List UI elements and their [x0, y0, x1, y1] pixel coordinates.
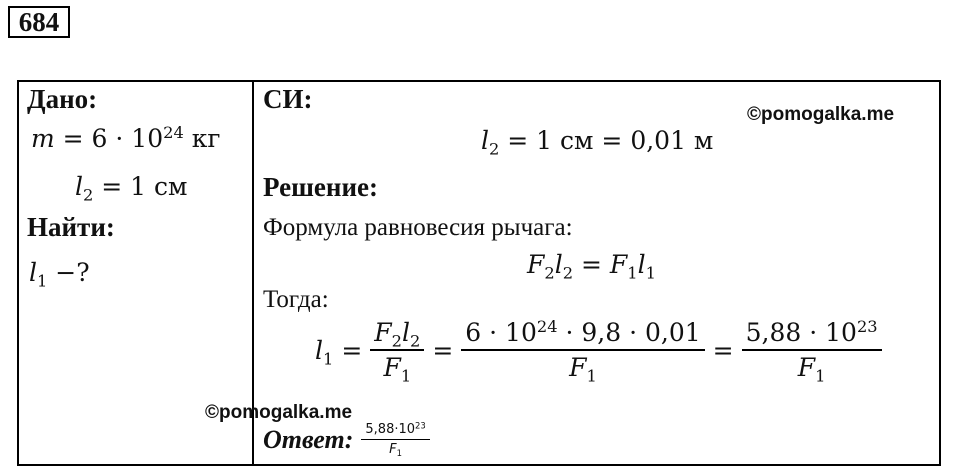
solution-intro: Формула равновесия рычага: — [263, 214, 573, 241]
problem-number: 684 — [8, 6, 70, 38]
given-mass: $m = 6 \cdot 10^{24}$ кг — [31, 123, 221, 153]
answer-label: Ответ: — [263, 424, 354, 454]
answer-fraction: $\frac{5,88\cdot 10^{23}}{F_1}$ — [361, 422, 429, 457]
solution-table — [17, 80, 941, 466]
fraction-1: $\frac{F_2l_2}{F_1}$ — [370, 318, 424, 382]
solution-header: Решение: — [263, 172, 378, 202]
fraction-3: $\frac{5,88 \cdot 10^{23}}{F_1}$ — [742, 318, 882, 382]
watermark-top: ©pomogalka.me — [747, 104, 895, 125]
si-conversion: $l_2 = 1$ см = 0,01 м — [481, 126, 714, 159]
given-header: Дано: — [27, 84, 98, 114]
solution-then: Тогда: — [263, 286, 329, 313]
answer-row — [263, 422, 430, 457]
main-equation: $l_1$ = $\frac{F_2l_2}{F_1}$ = $\frac{6 \cdot 10^{24} \cdot 9,8 \cdot 0,01}{F_1}$ = $\frac{5,88 \cdot 10^{23}}{F_1}$ — [315, 318, 882, 382]
equilibrium-formula: $F_2l_2 = F_1l_1$ — [527, 250, 656, 283]
find-target: $l_1$ −? — [29, 258, 90, 291]
given-l2: $l_2 = 1$ см — [75, 172, 188, 205]
find-header: Найти: — [27, 212, 115, 242]
si-header: СИ: — [263, 84, 313, 114]
watermark-bottom: ©pomogalka.me — [205, 402, 353, 423]
fraction-2: $\frac{6 \cdot 10^{24} \cdot 9,8 \cdot 0,01}{F_1}$ — [461, 318, 704, 382]
